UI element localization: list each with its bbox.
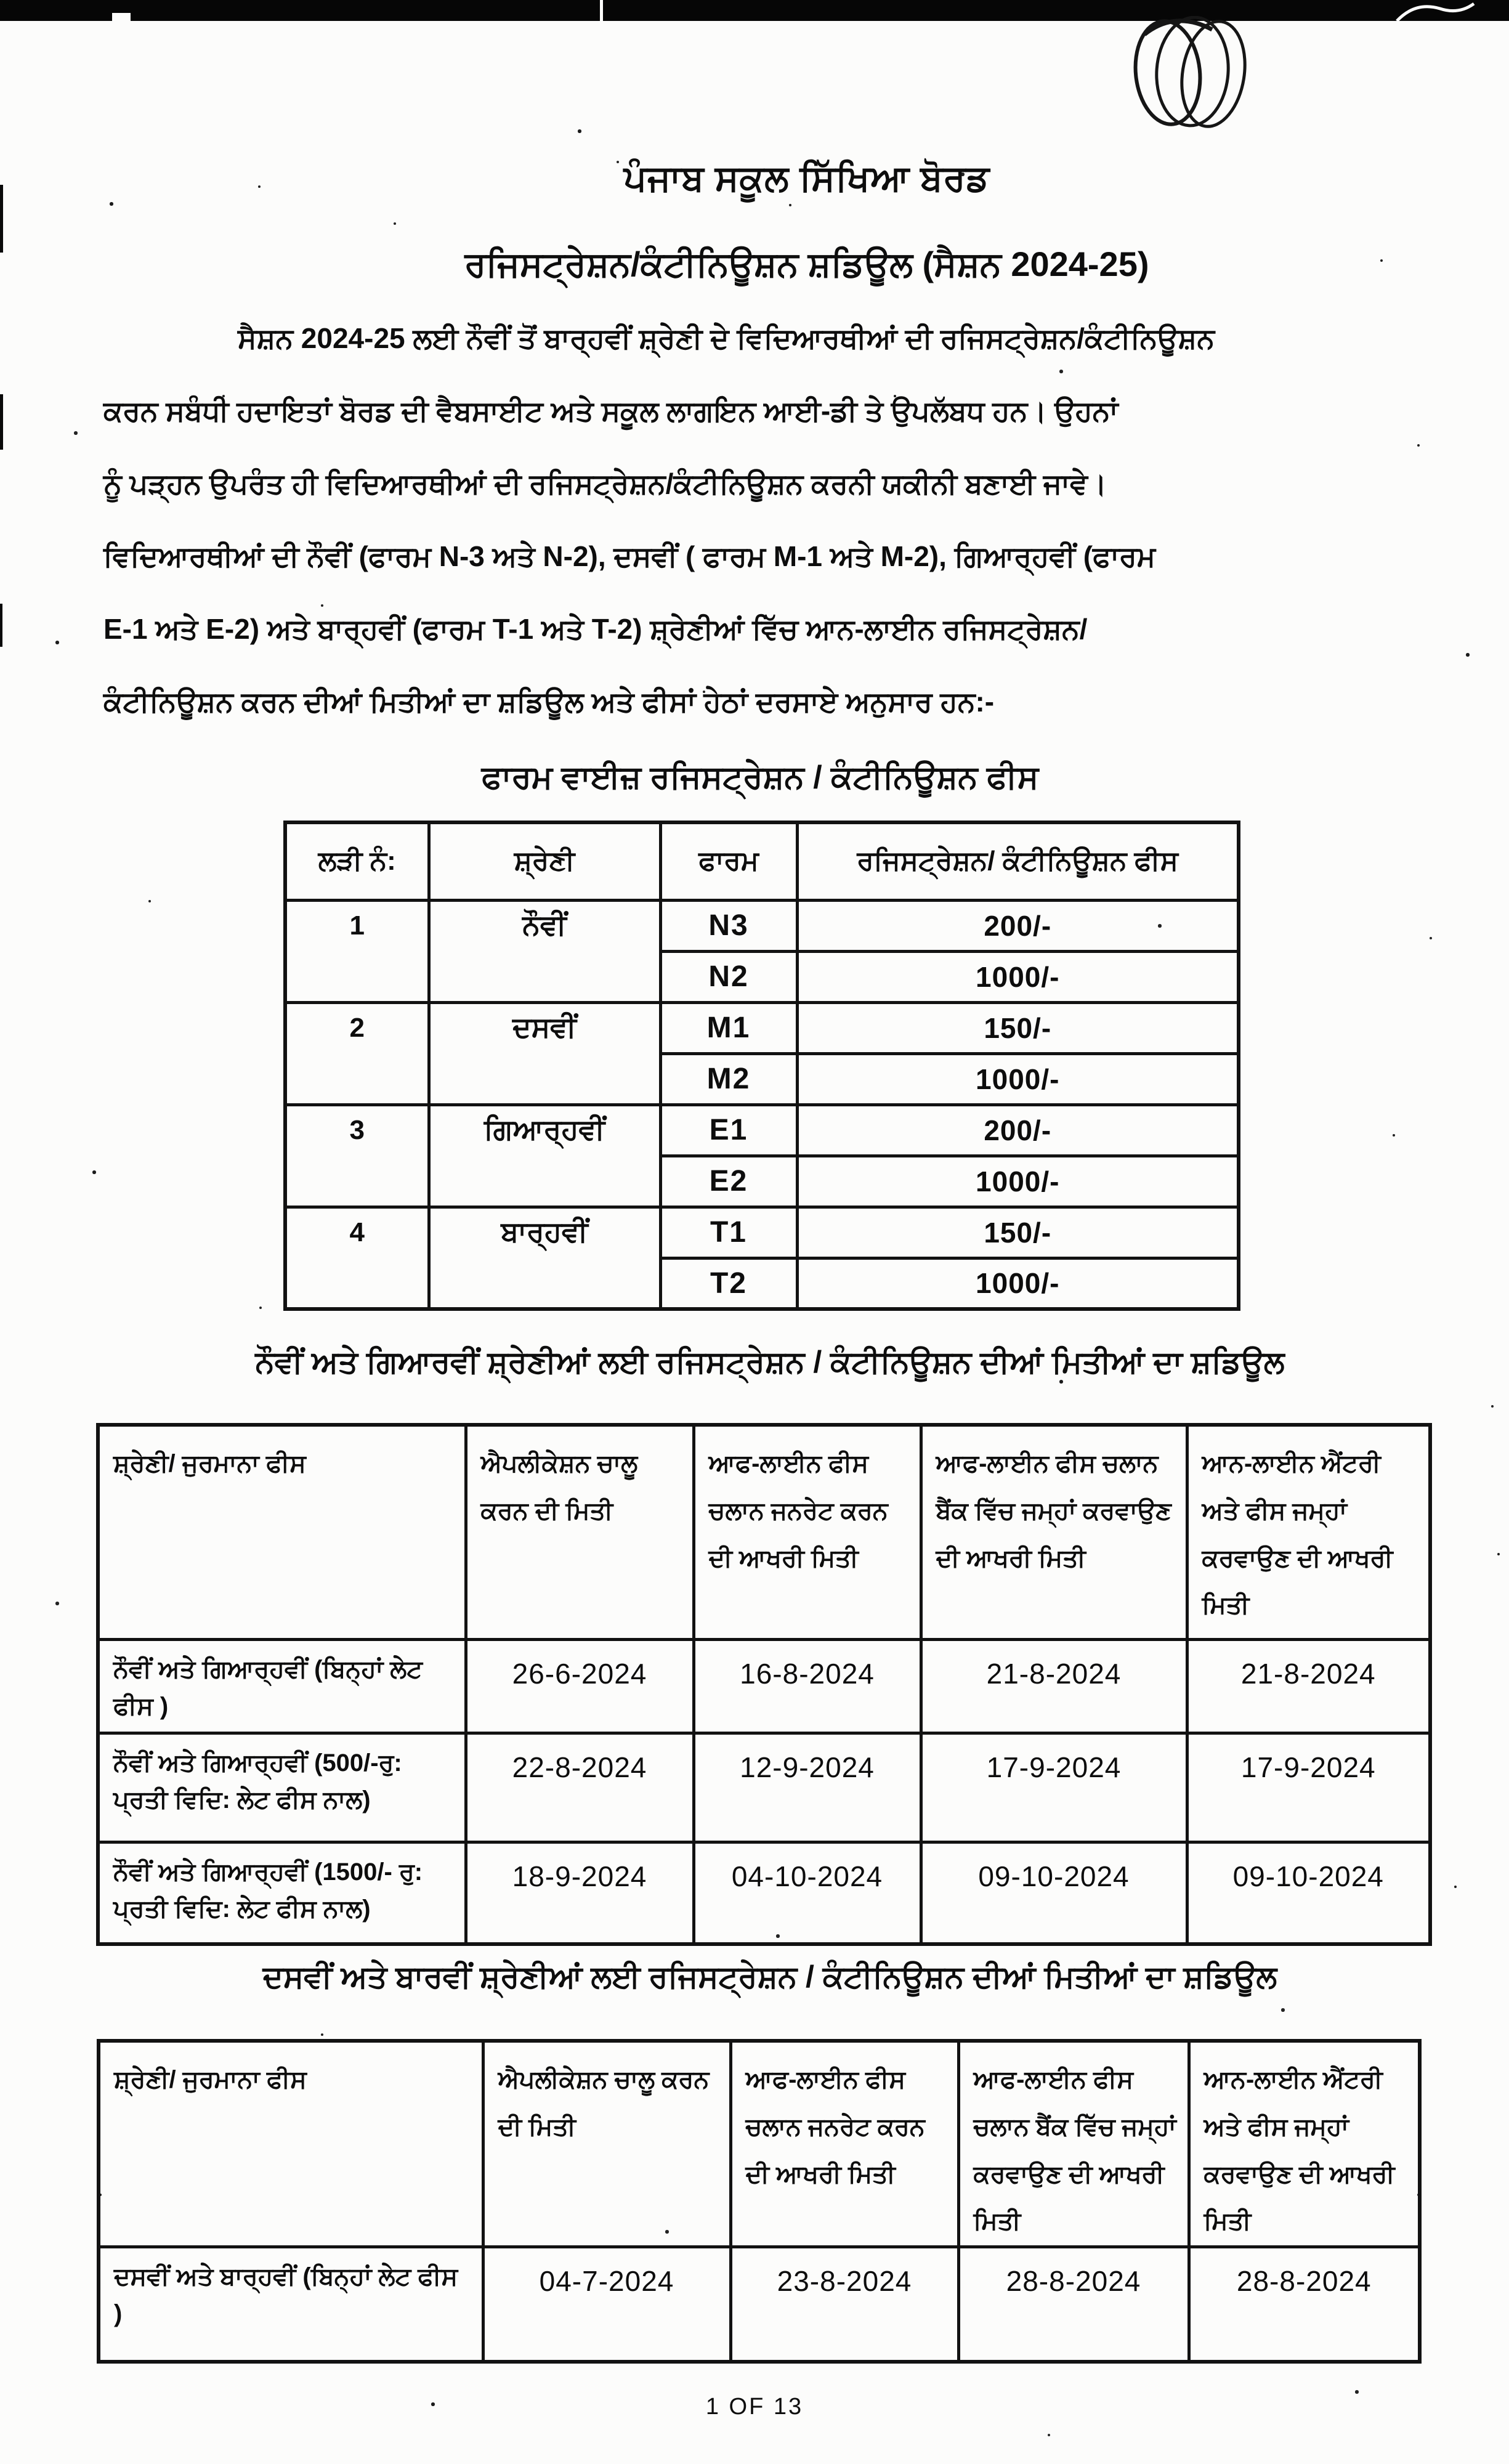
fee-cell: 1000/-	[797, 1258, 1239, 1309]
form-cell: E1	[660, 1104, 797, 1156]
schedule-9-11-title: ਨੌਵੀਂ ਅਤੇ ਗਿਆਰਵੀਂ ਸ਼੍ਰੇਣੀਆਂ ਲਈ ਰਜਿਸਟ੍ਰੇਸ਼ਨ / ਕੰਟੀਨਿਊਸ਼ਨ ਦੀਆਂ ਮਿਤੀਆਂ ਦਾ ਸ਼ਡਿਊਲ	[255, 1345, 1285, 1379]
intro-line-6: ਕੰਟੀਨਿਊਸ਼ਨ ਕਰਨ ਦੀਆਂ ਮਿਤੀਆਂ ਦਾ ਸ਼ਡਿਊਲ ਅਤੇ ਫੀਸਾਂ ਹੇਠਾਂ ਦਰਸਾਏ ਅਨੁਸਾਰ ਹਨ:-	[103, 686, 995, 718]
serial-cell: 3	[285, 1104, 429, 1207]
form-cell: N3	[660, 900, 797, 951]
serial-cell: 4	[285, 1207, 429, 1309]
fee-cell: 200/-	[797, 1104, 1239, 1156]
serial-cell: 2	[285, 1002, 429, 1104]
date-cell: 17-9-2024	[1187, 1733, 1430, 1842]
col-challan-generate-header: ਆਫ-ਲਾਈਨ ਫੀਸ ਚਲਾਨ ਜਨਰੇਟ ਕਰਨ ਦੀ ਆਖਰੀ ਮਿਤੀ	[730, 2041, 958, 2247]
date-cell: 09-10-2024	[1187, 1842, 1430, 1944]
scan-edge-artifact	[0, 185, 3, 253]
scan-noise-specks	[0, 0, 1, 1]
form-cell: E2	[660, 1156, 797, 1207]
date-cell: 21-8-2024	[1187, 1639, 1430, 1733]
table-row	[98, 1842, 1430, 1944]
col-challan-bank-deposit-header: ਆਫ-ਲਾਈਨ ਫੀਸ ਚਲਾਨ ਬੈਂਕ ਵਿੱਚ ਜਮ੍ਹਾਂ ਕਰਵਾਉਣ ਦੀ ਆਖਰੀ ਮਿਤੀ	[921, 1425, 1187, 1639]
col-challan-bank-deposit-header: ਆਫ-ਲਾਈਨ ਫੀਸ ਚਲਾਨ ਬੈਂਕ ਵਿੱਚ ਜਮ੍ਹਾਂ ਕਰਵਾਉਣ ਦੀ ਆਖਰੀ ਮਿਤੀ	[958, 2041, 1189, 2247]
fee-section-title: ਫਾਰਮ ਵਾਈਜ਼ ਰਜਿਸਟ੍ਰੇਸ਼ਨ / ਕੰਟੀਨਿਊਸ਼ਨ ਫੀਸ	[481, 760, 1039, 795]
class-cell: ਦਸਵੀਂ	[429, 1002, 660, 1104]
col-online-entry-fee-header: ਆਨ-ਲਾਈਨ ਐਂਟਰੀ ਅਤੇ ਫੀਸ ਜਮ੍ਹਾਂ ਕਰਵਾਉਣ ਦੀ ਆਖਰੀ ਮਿਤੀ	[1187, 1425, 1430, 1639]
table-row	[285, 1207, 1239, 1258]
col-online-entry-fee-header: ਆਨ-ਲਾਈਨ ਐਂਟਰੀ ਅਤੇ ਫੀਸ ਜਮ੍ਹਾਂ ਕਰਵਾਉਣ ਦੀ ਆਖਰੀ ਮਿਤੀ	[1189, 2041, 1420, 2247]
date-cell: 28-8-2024	[958, 2247, 1189, 2362]
date-cell: 28-8-2024	[1189, 2247, 1420, 2362]
intro-line-4: ਵਿਦਿਆਰਥੀਆਂ ਦੀ ਨੌਵੀਂ (ਫਾਰਮ N-3 ਅਤੇ N-2), ਦਸਵੀਂ ( ਫਾਰਮ M-1 ਅਤੇ M-2), ਗਿਆਰ੍ਹਵੀਂ (ਫਾਰਮ	[103, 540, 1156, 572]
schedule-header-row	[99, 2041, 1420, 2247]
fee-cell: 1000/-	[797, 1156, 1239, 1207]
form-cell: M2	[660, 1053, 797, 1104]
date-cell: 23-8-2024	[730, 2247, 958, 2362]
page-number: 1 OF 13	[705, 2394, 804, 2420]
fee-col-class-header: ਸ਼੍ਰੇਣੀ	[429, 822, 660, 900]
fee-col-form-header: ਫਾਰਮ	[660, 822, 797, 900]
date-cell: 21-8-2024	[921, 1639, 1187, 1733]
scan-edge-artifact	[0, 604, 2, 647]
document-subtitle: ਰਜਿਸਟ੍ਰੇਸ਼ਨ/ਕੰਟੀਨਿਊਸ਼ਨ ਸ਼ਡਿਊਲ (ਸੈਸ਼ਨ 2024-25)	[464, 245, 1149, 283]
fee-col-fee-header: ਰਜਿਸਟ੍ਰੇਸ਼ਨ/ ਕੰਟੀਨਿਊਸ਼ਨ ਫੀਸ	[797, 822, 1239, 900]
class-cell: ਗਿਆਰ੍ਹਵੀਂ	[429, 1104, 660, 1207]
date-cell: 16-8-2024	[694, 1639, 921, 1733]
fee-cell: 200/-	[797, 900, 1239, 951]
schedule-header-row	[98, 1425, 1430, 1639]
fee-cell: 1000/-	[797, 951, 1239, 1002]
form-cell: N2	[660, 951, 797, 1002]
class-cell: ਬਾਰ੍ਹਵੀਂ	[429, 1207, 660, 1309]
document-title: ਪੰਜਾਬ ਸਕੂਲ ਸਿੱਖਿਆ ਬੋਰਡ	[623, 158, 990, 198]
table-row	[285, 1104, 1239, 1156]
date-cell: 26-6-2024	[466, 1639, 694, 1733]
class-cell: ਨੌਵੀਂ	[429, 900, 660, 1002]
table-row	[285, 1002, 1239, 1053]
fee-col-serial-header: ਲੜੀ ਨੰ:	[285, 822, 429, 900]
schedule-9-11-table	[96, 1423, 1432, 1946]
fee-cell: 1000/-	[797, 1053, 1239, 1104]
col-application-start-header: ਐਪਲੀਕੇਸ਼ਨ ਚਾਲੂ ਕਰਨ ਦੀ ਮਿਤੀ	[483, 2041, 730, 2247]
table-row	[285, 900, 1239, 951]
row-label: ਨੌਵੀਂ ਅਤੇ ਗਿਆਰ੍ਹਵੀਂ (1500/- ਰੁ: ਪ੍ਰਤੀ ਵਿਦਿ: ਲੇਟ ਫੀਸ ਨਾਲ)	[98, 1842, 466, 1944]
col-class-fine-header: ਸ਼੍ਰੇਣੀ/ ਜੁਰਮਾਨਾ ਫੀਸ	[99, 2041, 483, 2247]
form-cell: T2	[660, 1258, 797, 1309]
row-label: ਦਸਵੀਂ ਅਤੇ ਬਾਰ੍ਹਵੀਂ (ਬਿਨ੍ਹਾਂ ਲੇਟ ਫੀਸ )	[99, 2247, 483, 2362]
form-cell: T1	[660, 1207, 797, 1258]
intro-line-2: ਕਰਨ ਸਬੰਧੀ ਹਦਾਇਤਾਂ ਬੋਰਡ ਦੀ ਵੈਬਸਾਈਟ ਅਤੇ ਸਕੂਲ ਲਾਗਇਨ ਆਈ-ਡੀ ਤੇ ਉਪਲੱਬਧ ਹਨ। ਉਹਨਾਂ	[103, 395, 1119, 427]
intro-line-3: ਨੂੰ ਪੜ੍ਹਨ ਉਪਰੰਤ ਹੀ ਵਿਦਿਆਰਥੀਆਂ ਦੀ ਰਜਿਸਟ੍ਰੇਸ਼ਨ/ਕੰਟੀਨਿਊਸ਼ਨ ਕਰਨੀ ਯਕੀਨੀ ਬਣਾਈ ਜਾਵੇ।	[103, 468, 1107, 500]
intro-line-5: E-1 ਅਤੇ E-2) ਅਤੇ ਬਾਰ੍ਹਵੀਂ (ਫਾਰਮ T-1 ਅਤੇ T-2) ਸ਼੍ਰੇਣੀਆਂ ਵਿੱਚ ਆਨ-ਲਾਈਨ ਰਜਿਸਟ੍ਰੇਸ਼ਨ/	[103, 613, 1088, 645]
form-cell: M1	[660, 1002, 797, 1053]
fee-table-header-row	[285, 822, 1239, 900]
pen-mark-on-bar	[1391, 0, 1477, 21]
date-cell: 04-10-2024	[694, 1842, 921, 1944]
table-row	[98, 1733, 1430, 1842]
schedule-10-12-table	[97, 2039, 1422, 2364]
date-cell: 04-7-2024	[483, 2247, 730, 2362]
scan-edge-artifact	[0, 394, 3, 450]
date-cell: 12-9-2024	[694, 1733, 921, 1842]
date-cell: 17-9-2024	[921, 1733, 1187, 1842]
date-cell: 18-9-2024	[466, 1842, 694, 1944]
col-challan-generate-header: ਆਫ-ਲਾਈਨ ਫੀਸ ਚਲਾਨ ਜਨਰੇਟ ਕਰਨ ਦੀ ਆਖਰੀ ਮਿਤੀ	[694, 1425, 921, 1639]
fee-cell: 150/-	[797, 1002, 1239, 1053]
date-cell: 09-10-2024	[921, 1842, 1187, 1944]
date-cell: 22-8-2024	[466, 1733, 694, 1842]
row-label: ਨੌਵੀਂ ਅਤੇ ਗਿਆਰ੍ਹਵੀਂ (ਬਿਨ੍ਹਾਂ ਲੇਟ ਫੀਸ )	[98, 1639, 466, 1733]
table-row	[99, 2247, 1420, 2362]
col-class-fine-header: ਸ਼੍ਰੇਣੀ/ ਜੁਰਮਾਨਾ ਫੀਸ	[98, 1425, 466, 1639]
intro-line-1: ਸੈਸ਼ਨ 2024-25 ਲਈ ਨੌਵੀਂ ਤੋਂ ਬਾਰ੍ਹਵੀਂ ਸ਼੍ਰੇਣੀ ਦੇ ਵਿਦਿਆਰਥੀਆਂ ਦੀ ਰਜਿਸਟ੍ਰੇਸ਼ਨ/ਕੰਟੀਨਿਊਸ਼ਨ	[238, 322, 1215, 354]
intro-paragraph	[103, 322, 1480, 758]
row-label: ਨੌਵੀਂ ਅਤੇ ਗਿਆਰ੍ਹਵੀਂ (500/-ਰੁ: ਪ੍ਰਤੀ ਵਿਦਿ: ਲੇਟ ਫੀਸ ਨਾਲ)	[98, 1733, 466, 1842]
fee-table	[283, 821, 1240, 1311]
col-application-start-header: ਐਪਲੀਕੇਸ਼ਨ ਚਾਲੂ ਕਰਨ ਦੀ ਮਿਤੀ	[466, 1425, 694, 1639]
fee-cell: 150/-	[797, 1207, 1239, 1258]
pen-scribble-doodle	[1107, 16, 1292, 133]
schedule-10-12-title: ਦਸਵੀਂ ਅਤੇ ਬਾਰਵੀਂ ਸ਼੍ਰੇਣੀਆਂ ਲਈ ਰਜਿਸਟ੍ਰੇਸ਼ਨ / ਕੰਟੀਨਿਊਸ਼ਨ ਦੀਆਂ ਮਿਤੀਆਂ ਦਾ ਸ਼ਡਿਊਲ	[262, 1959, 1277, 1994]
serial-cell: 1	[285, 900, 429, 1002]
table-row	[98, 1639, 1430, 1733]
